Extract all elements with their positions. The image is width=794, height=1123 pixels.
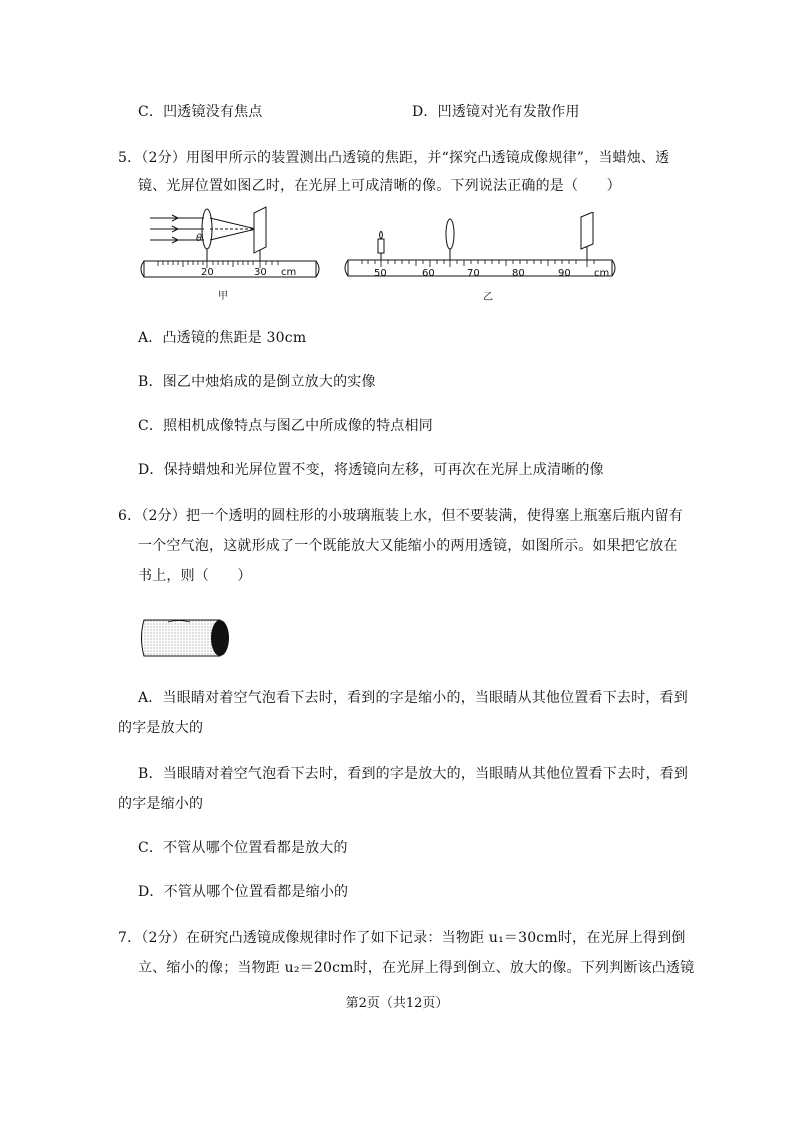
figure-jia-caption: 甲 [218,291,228,302]
figure-yi-tick-50: 50 [374,268,387,279]
q5-option-a: A．凸透镜的焦距是 30cm [138,330,307,346]
q7-stem-line2: 立、缩小的像；当物距 u₂＝20cm时，在光屏上得到倒立、放大的像。下列判断该凸透镜 [138,960,695,976]
figure-jia-tick-30: 30 [254,267,267,278]
figure-jia-tick-unit: cm [281,267,297,278]
q5-option-b: B．图乙中烛焰成的是倒立放大的实像 [138,374,376,390]
q6-option-a-line1: A．当眼睛对着空气泡看下去时，看到的字是缩小的，当眼睛从其他位置看下去时，看到 [138,690,688,706]
figure-yi-tick-80: 80 [512,268,525,279]
q5-option-d: D．保持蜡烛和光屏位置不变，将透镜向左移，可再次在光屏上成清晰的像 [138,462,604,478]
bottle-figure [138,614,238,664]
figure-jia-angle: θ [196,233,203,244]
q7-stem-line1: 7．（2分）在研究凸透镜成像规律时作了如下记录：当物距 u₁＝30cm时，在光屏上得到倒 [118,930,686,946]
figure-yi-drawing [340,212,620,307]
q6-option-b-line1: B．当眼睛对着空气泡看下去时，看到的字是放大的，当眼睛从其他位置看下去时，看到 [138,766,689,782]
bottle-drawing [138,614,238,664]
q6-stem-line2: 一个空气泡，这就形成了一个既能放大又能缩小的两用透镜，如图所示。如果把它放在 [138,538,678,554]
figure-jia-tick-20: 20 [201,267,214,278]
q6-option-c: C．不管从哪个位置看都是放大的 [138,840,348,856]
page-footer: 第2页（共12页） [345,996,449,1011]
q5-stem-line2: 镜、光屏位置如图乙时，在光屏上可成清晰的像。下列说法正确的是（ ） [138,178,621,194]
q5-option-c: C．照相机成像特点与图乙中所成像的特点相同 [138,418,433,434]
figure-yi-tick-90: 90 [558,268,571,279]
q5-stem-line1: 5．（2分）用图甲所示的装置测出凸透镜的焦距，并“探究凸透镜成像规律”，当蜡烛、透 [118,150,670,166]
q6-option-a-line2: 的字是放大的 [118,720,204,736]
q6-option-d: D．不管从哪个位置看都是缩小的 [138,884,349,900]
q6-stem-line3: 书上，则（ ） [138,568,252,584]
figure-yi-tick-unit: cm [594,268,610,279]
q4-option-d: D．凹透镜对光有发散作用 [412,104,580,120]
figure-yi-caption: 乙 [483,292,493,303]
q4-option-c: C．凹透镜没有焦点 [138,104,263,120]
q6-stem-line1: 6．（2分）把一个透明的圆柱形的小玻璃瓶装上水，但不要装满，使得塞上瓶塞后瓶内留有 [118,508,684,524]
figure-yi-tick-70: 70 [467,268,480,279]
figure-jia [138,205,323,305]
figure-jia-drawing [138,205,323,305]
figure-yi [340,212,620,307]
figure-yi-tick-60: 60 [422,268,435,279]
q6-option-b-line2: 的字是缩小的 [118,796,204,812]
